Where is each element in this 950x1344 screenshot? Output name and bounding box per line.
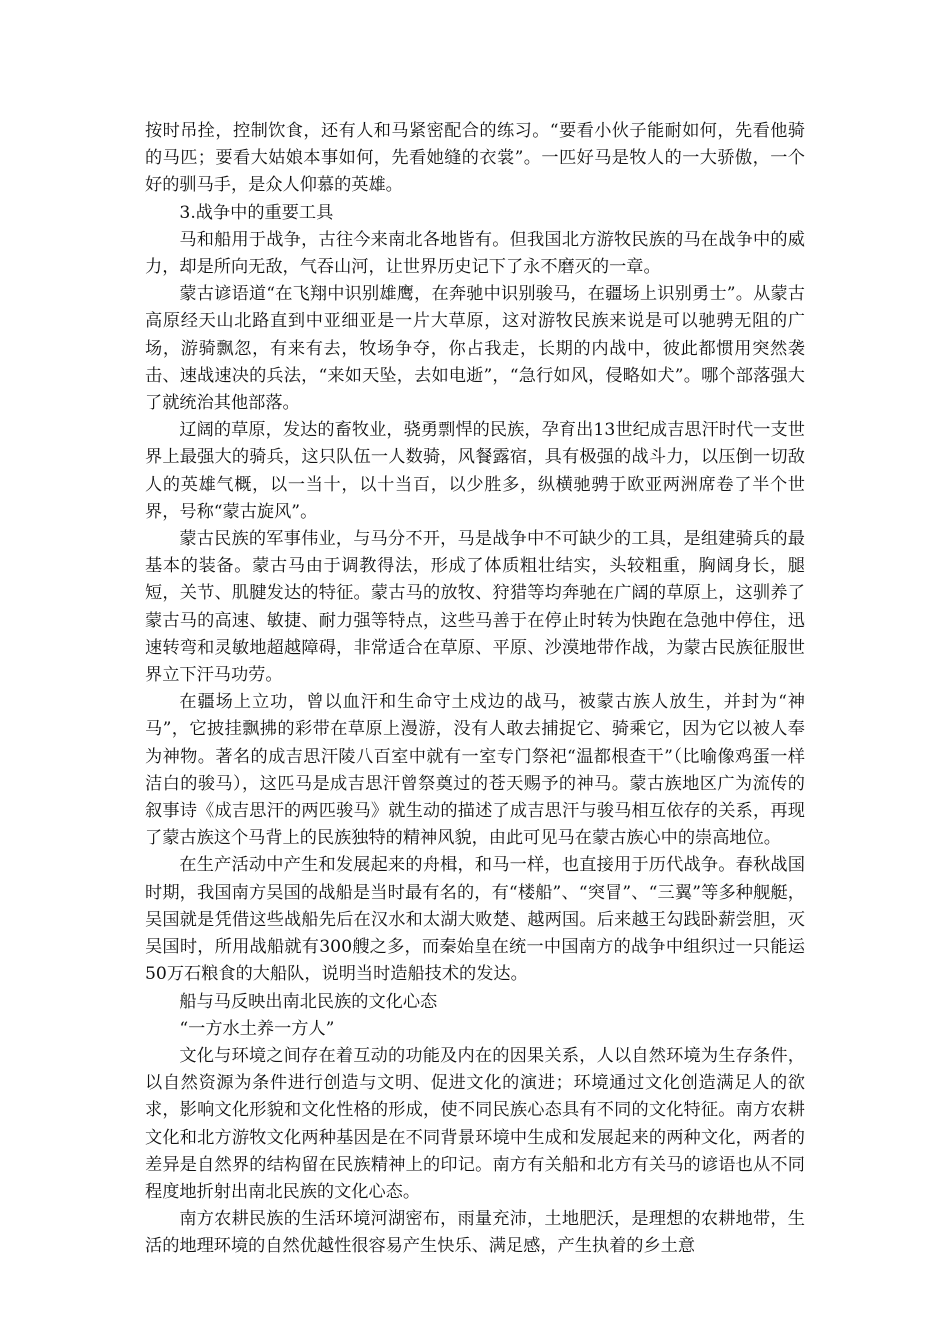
paragraph-continuation: 按时吊拴，控制饮食，还有人和马紧密配合的练习。“要看小伙子能耐如何，先看他骑的马匹；要看大姑娘本事如何，先看她缝的衣裳”。一匹好马是牧人的一大骄傲，一个好的驯马手，是众人仰慕的英雄。 <box>145 121 805 196</box>
paragraph: 蒙古谚语道“在飞翔中识别雄鹰，在奔驰中识别骏马，在疆场上识别勇士”。从蒙古高原经天山北路直到中亚细亚是一片大草原，这对游牧民族来说是可以驰骋无阻的广场，游骑飘忽，有来有去，牧场争夺，你占我走，长期的内战中，彼此都惯用突然袭击、速战速决的兵法，“来如天坠，去如电逝”，“急行如风，侵略如犬”。哪个部落强大了就统治其他部落。 <box>145 284 805 414</box>
subsection-heading-proverb: “一方水土养一方人” <box>179 1018 335 1039</box>
paragraph: 蒙古民族的军事伟业，与马分不开，马是战争中不可缺少的工具，是组建骑兵的最基本的装备。蒙古马由于调教得法，形成了体质粗壮结实，头较粗重，胸阔身长，腿短，关节、肌腱发达的特征。蒙古马的放牧、狩猎等均奔驰在广阔的草原上，这驯养了蒙古马的高速、敏捷、耐力强等特点，这些马善于在停止时转为快跑在急弛中停住，迅速转弯和灵敏地超越障碍，非常适合在草原、平原、沙漠地带作战，为蒙古民族征服世界立下汗马功劳。 <box>145 529 805 686</box>
paragraph: 在生产活动中产生和发展起来的舟楫，和马一样，也直接用于历代战争。春秋战国时期，我国南方吴国的战船是当时最有名的，有“楼船”、“突冒”、“三翼”等多种舰艇，吴国就是凭借这些战船先后在汉水和太湖大败楚、越两国。后来越王勾践卧薪尝胆，灭吴国时，所用战船就有300艘之多，而秦始皇在统一中国南方的战争中组织过一只能运50万石粮食的大船队，说明当时造船技术的发达。 <box>145 855 805 985</box>
paragraph: 马和船用于战争，古往今来南北各地皆有。但我国北方游牧民族的马在战争中的威力，却是所向无敌，气吞山河，让世界历史记下了永不磨灭的一章。 <box>145 229 805 278</box>
section-heading-cultural-mentality: 船与马反映出南北民族的文化心态 <box>179 991 438 1012</box>
paragraph: 在疆场上立功，曾以血汗和生命守土戍边的战马，被蒙古族人放生，并封为“神马”，它披挂飘拂的彩带在草原上漫游，没有人敢去捕捉它、骑乘它，因为它以被人奉为神物。著名的成吉思汗陵八百室中就有一室专门祭祀“温都根查干”（比喻像鸡蛋一样洁白的骏马），这匹马是成吉思汗曾祭奠过的苍天赐予的神马。蒙古族地区广为流传的叙事诗《成吉思汗的两匹骏马》就生动的描述了成吉思汗与骏马相互依存的关系，再现了蒙古族这个马背上的民族独特的精神风貌，由此可见马在蒙古族心中的崇高地位。 <box>145 692 805 849</box>
document-body <box>145 118 805 1261</box>
section-heading-war-tools: 3.战争中的重要工具 <box>179 202 334 223</box>
paragraph: 辽阔的草原，发达的畜牧业，骁勇剽悍的民族，孕育出13世纪成吉思汗时代一支世界上最强大的骑兵，这只队伍一人数骑，风餐露宿，具有极强的战斗力，以压倒一切敌人的英雄气概，以一当十，以十当百，以少胜多，纵横驰骋于欧亚两洲席卷了半个世界，号称“蒙古旋风”。 <box>145 420 805 522</box>
paragraph: 文化与环境之间存在着互动的功能及内在的因果关系，人以自然环境为生存条件，以自然资源为条件进行创造与文明、促进文化的演进；环境通过文化创造满足人的欲求，影响文化形貌和文化性格的形成，使不同民族心态具有不同的文化特征。南方农耕文化和北方游牧文化两种基因是在不同背景环境中生成和发展起来的两种文化，两者的差异是自然界的结构留在民族精神上的印记。南方有关船和北方有关马的谚语也从不同程度地折射出南北民族的文化心态。 <box>145 1045 805 1202</box>
paragraph: 南方农耕民族的生活环境河湖密布，雨量充沛，土地肥沃，是理想的农耕地带，生活的地理环境的自然优越性很容易产生快乐、满足感，产生执着的乡土意 <box>145 1209 805 1257</box>
